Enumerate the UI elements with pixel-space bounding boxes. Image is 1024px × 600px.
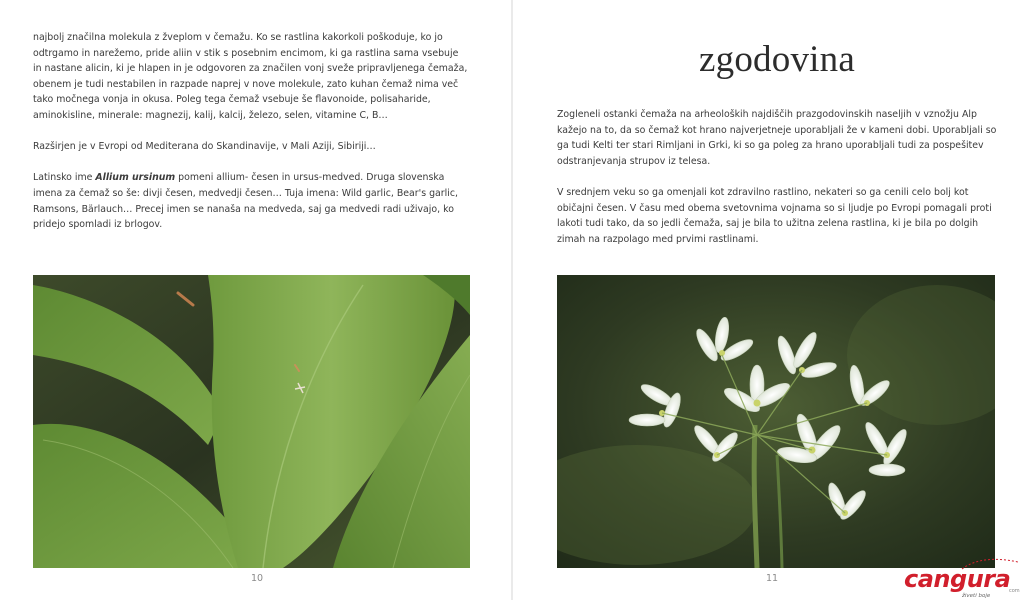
chapter-title: zgodovina	[699, 39, 855, 80]
left-page-text	[33, 30, 469, 248]
paragraph-composition: najbolj značilna molekula z žveplom v čemažu. Ko se rastlina kakorkoli poškoduje, ko jo odtrgamo in narežemo, pride aliin v stik s posebnim encimom, ki ga rastlina sama vsebuje in nastane alicin, ki je hlapen in je odgovoren za značilen vonj sveže pripravljenega čemaža, obenem je tudi nestabilen in razpade naprej v nove molekule, zato kuhan čemaž nima več tako močnega vonja in okusa. Poleg tega čemaž vsebuje še flavonoide, polisaharide, aminokisline, minerale: magnezij, kalij, kalcij, železo, selen, vitamine C, B…	[33, 32, 468, 121]
cangura-logo	[900, 557, 1024, 600]
right-page-text	[557, 107, 997, 263]
logo-wordmark: cangura	[904, 565, 1011, 593]
flower-illustration	[557, 275, 995, 568]
leaves-illustration	[33, 275, 470, 568]
logo-tagline: živeti boje	[962, 593, 991, 599]
right-page	[512, 0, 1024, 600]
page-number: 10	[251, 573, 264, 584]
paragraph-middle-ages: V srednjem veku so ga omenjali kot zdravilno rastlino, nekateri so ga cenili celo bolj kot običajni česen. V času med obema svetovnima vojnama so si ljudje po Evropi pomagali proti lakoti tudi tako, da so jedli čemaža, saj je bila to užitna zelena rastlina, ki je bila po dolgih zimah na razpolago med prvimi rastlinami.	[557, 186, 992, 245]
paragraph-prehistory: Zogleneli ostanki čemaža na arheoloških najdiščih prazgodovinskih naseljih v vznožju Alp kažejo na to, da so čemaž kot hrano najverjetneje uporabljali že v kameni dobi. Uporabljali so ga tudi Kelti ter stari Rimljani in Grki, ki so ga poleg za hrano uporabljali tudi za pospešitev odstranjevanja strupov iz telesa.	[557, 109, 997, 167]
wild-garlic-flower-photo	[557, 275, 995, 568]
paragraph-names: Latinsko ime Allium ursinum pomeni allium- česen in ursus-medved. Druga slovenska imena za čemaž so še: divji česen, medvedji česen… Tuja imena: Wild garlic, Bear's garlic, Ramsons, Bärlauch… Precej imen se nanaša na medveda, saj ga medvedi radi uživajo, ko pridejo spomladi iz brlogov.	[33, 172, 458, 231]
paragraph-distribution: Razširjen je v Evropi od Mediterana do Skandinavije, v Mali Aziji, Sibiriji…	[33, 141, 376, 153]
latin-name: Allium ursinum	[95, 172, 176, 184]
wild-garlic-leaves-photo	[33, 275, 470, 568]
logo-suffix: com	[1009, 588, 1020, 594]
page-number: 11	[766, 573, 779, 584]
